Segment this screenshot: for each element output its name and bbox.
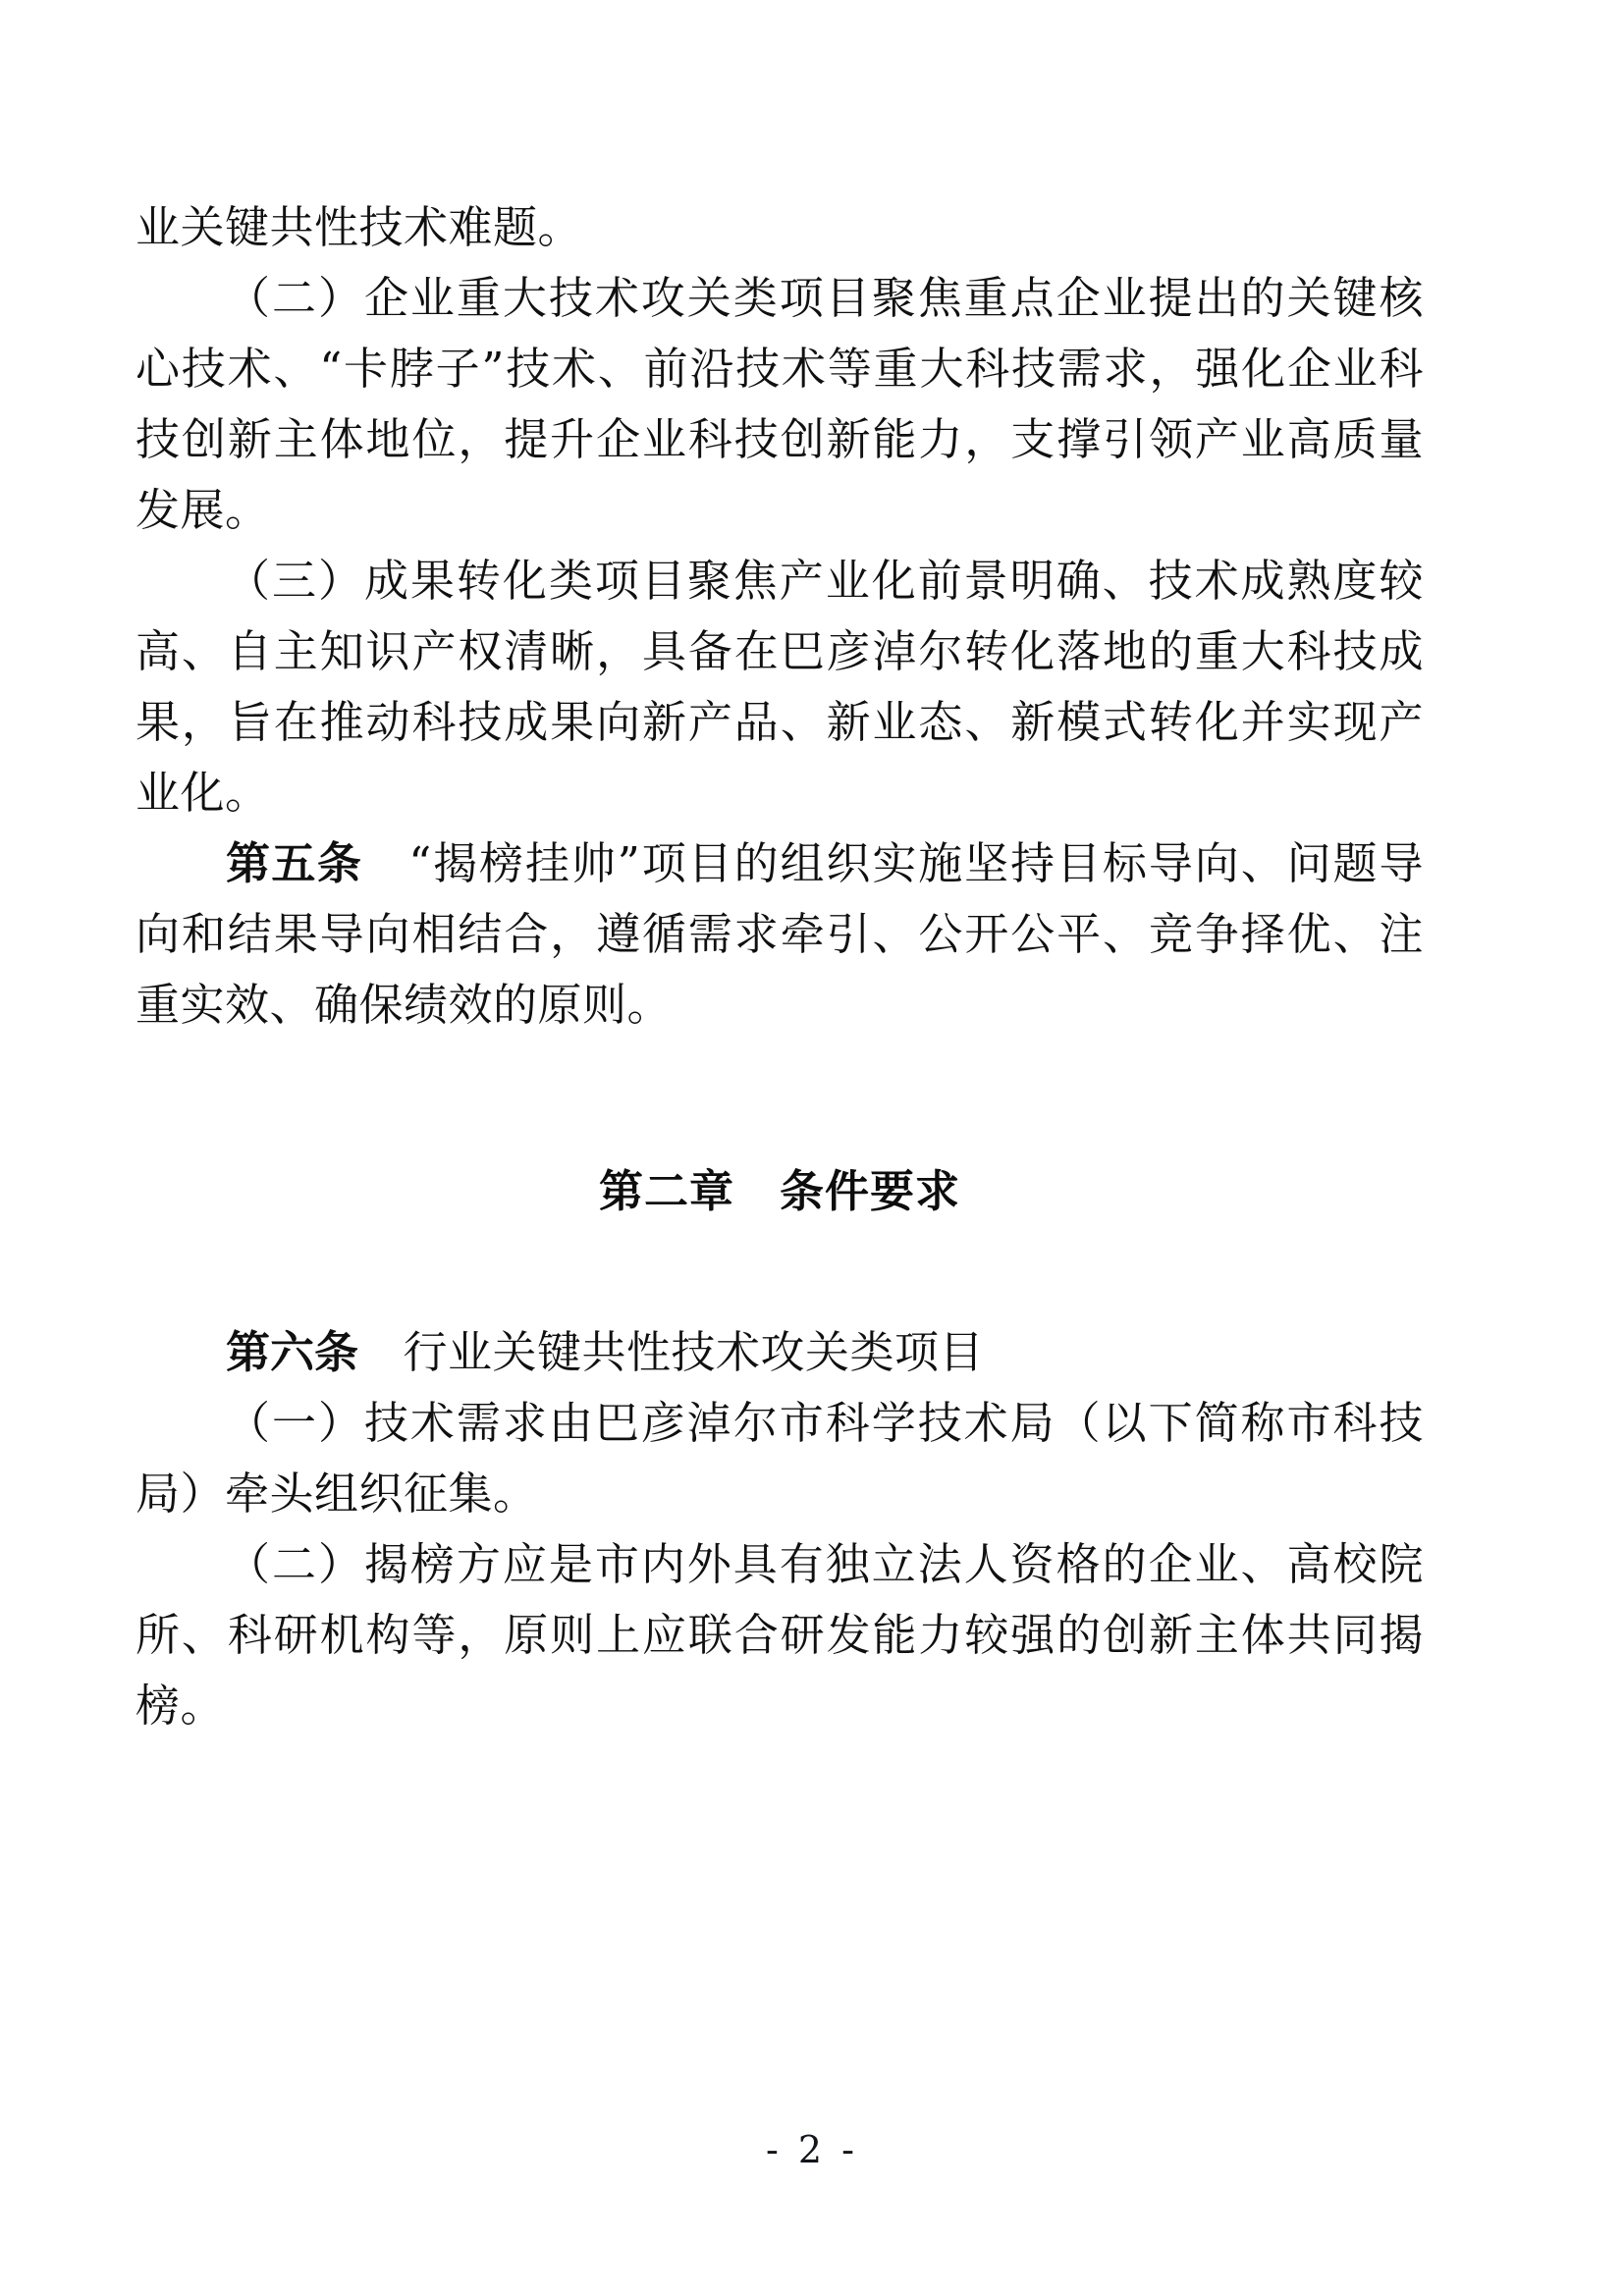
article-5-spacer xyxy=(362,837,408,889)
article-5-text: “揭榜挂帅”项目的组织实施坚持目标导向、问题导向和结果导向相结合，遵循需求牵引、公开公平、竞争择优、注重实效、确保绩效的原则。 xyxy=(135,837,1424,1031)
article-6-spacer xyxy=(358,1326,404,1378)
page-number-footer: - 2 - xyxy=(765,2128,858,2171)
chapter-spacer-bottom xyxy=(135,1227,1424,1317)
paragraph-item-2: （二）企业重大技术攻关类项目聚焦重点企业提出的关键核心技术、“卡脖子”技术、前沿技术等重大科技需求，强化企业科技创新主体地位，提升企业科技创新能力，支撑引领产业高质量发展。 xyxy=(135,272,1424,536)
paragraph-item-3: （三）成果转化类项目聚焦产业化前景明确、技术成熟度较高、自主知识产权清晰，具备在巴彦淖尔转化落地的重大科技成果，旨在推动科技成果向新产品、新业态、新模式转化并实现产业化。 xyxy=(135,555,1424,819)
article-5-label: 第五条 xyxy=(226,837,363,889)
paragraph-article-6-item-2: （二）揭榜方应是市内外具有独立法人资格的企业、高校院所、科研机构等，原则上应联合研发能力较强的创新主体共同揭榜。 xyxy=(135,1538,1424,1732)
article-6-label: 第六条 xyxy=(226,1326,359,1378)
paragraph-article-6 xyxy=(135,1317,1424,1388)
paragraph-article-5 xyxy=(135,828,1424,1041)
chapter-heading-2: 第二章 条件要求 xyxy=(598,1165,960,1217)
chapter-spacer-top xyxy=(135,1041,1424,1156)
paragraph-continuation: 业关键共性技术难题。 xyxy=(135,201,583,253)
document-body xyxy=(135,192,1424,1741)
article-6-text: 行业关键共性技术攻关类项目 xyxy=(403,1326,985,1378)
paragraph-article-6-item-1: （一）技术需求由巴彦淖尔市科学技术局（以下简称市科技局）牵头组织征集。 xyxy=(135,1397,1424,1520)
